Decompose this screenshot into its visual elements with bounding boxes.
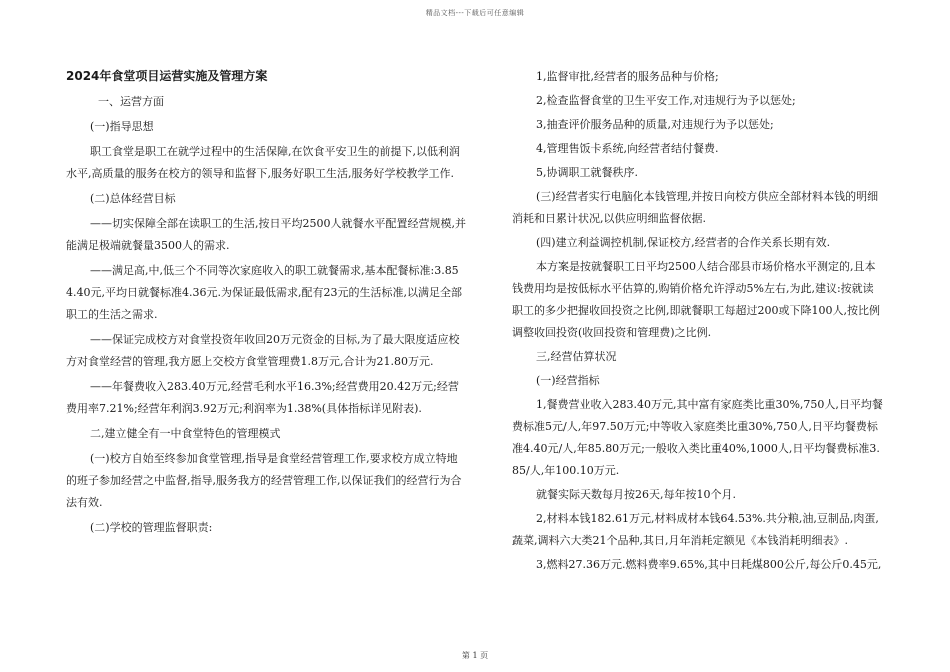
page-header-note: 精品文档---下载后可任意编辑 — [425, 9, 525, 17]
paragraph: 2,材料本钱182.61万元,材料成材本钱64.53%.共分粮,油,豆制品,肉蛋,蔬菜,调料六大类21个品种,其日,月年消耗定额见《本钱消耗明细表》. — [512, 512, 879, 547]
paragraph: (一)经营指标 — [536, 374, 600, 387]
document-title: 2024年食堂项目运营实施及管理方案 — [66, 69, 268, 83]
left-column — [66, 66, 466, 542]
paragraph: 三,经营估算状况 — [536, 350, 617, 363]
paragraph: 2,检查监督食堂的卫生平安工作,对违规行为予以惩处; — [536, 94, 796, 107]
paragraph: ——切实保障全部在读职工的生活,按日平均2500人就餐水平配置经营规模,并能满足极端就餐量3500人的需求. — [66, 217, 466, 252]
paragraph: (三)经营者实行电脑化本钱管理,并按日向校方供应全部材料本钱的明细消耗和日累计状况,以供应明细监督依据. — [512, 190, 879, 225]
paragraph: (二)总体经营目标 — [90, 192, 176, 205]
paragraph: 就餐实际天数每月按26天,每年按10个月. — [536, 488, 736, 501]
section-heading: 一、运营方面 — [98, 95, 164, 108]
paragraph: 本方案是按就餐职工日平均2500人结合邵县市场价格水平测定的,且本钱费用均是按低标水平估算的,购销价格允许浮动5%左右,为此,建议:按就读职工的多少把握收回投资之比例,即就餐职工每超过200或下降100人,按比例调整收回投资(收回投资和管理费)之比例. — [512, 260, 880, 339]
paragraph: 1,监督审批,经营者的服务品种与价格; — [536, 70, 719, 83]
right-column — [512, 66, 884, 578]
paragraph: 二,建立健全有一中食堂特色的管理模式 — [90, 427, 281, 440]
paragraph: 1,餐费营业收入283.40万元,其中富有家庭类比重30%,750人,日平均餐费标准5元/人,年97.50万元;中等收入家庭类比重30%,750人,日平均餐费标准4.40元/人,年85.80万元;一般收入类比重40%,1000人,日平均餐费标准3.85/人,年100.10万元. — [512, 398, 883, 477]
paragraph: (一)指导思想 — [90, 120, 154, 133]
paragraph: 职工食堂是职工在就学过程中的生活保障,在饮食平安卫生的前提下,以低利润水平,高质量的服务在校方的领导和监督下,服务好职工生活,服务好学校教学工作. — [66, 145, 460, 180]
paragraph: ——满足高,中,低三个不同等次家庭收入的职工就餐需求,基本配餐标准:3.854.40元,平均日就餐标准4.36元.为保证最低需求,配有23元的生活标准,以满足全部职工的生活之需求. — [66, 264, 462, 321]
paragraph: 4,管理售饭卡系统,向经营者结付餐费. — [536, 142, 719, 155]
paragraph: 3,抽查评价服务品种的质量,对违规行为予以惩处; — [536, 118, 774, 131]
page-number: 第 1 页 — [461, 651, 489, 660]
paragraph: (一)校方自始至终参加食堂管理,指导是食堂经营管理工作,要求校方成立特地的班子参加经营之中监督,指导,服务我方的经营管理工作,以保证我们的经营行为合法有效. — [66, 452, 462, 509]
paragraph: 3,燃料27.36万元.燃料费率9.65%,其中日耗煤800公斤,每公斤0.45元, — [536, 558, 882, 571]
paragraph: ——保证完成校方对食堂投资年收回20万元资金的目标,为了最大限度适应校方对食堂经营的管理,我方愿上交校方食堂管理费1.8万元,合计为21.80万元. — [66, 333, 460, 368]
paragraph: (四)建立利益调控机制,保证校方,经营者的合作关系长期有效. — [536, 236, 831, 249]
paragraph: 5,协调职工就餐秩序. — [536, 166, 638, 179]
paragraph: ——年餐费收入283.40万元,经营毛利水平16.3%;经营费用20.42万元;经营费用率7.21%;经营年利润3.92万元;利润率为1.38%(具体指标详见附表). — [66, 380, 459, 415]
paragraph: (二)学校的管理监督职责: — [90, 521, 213, 534]
